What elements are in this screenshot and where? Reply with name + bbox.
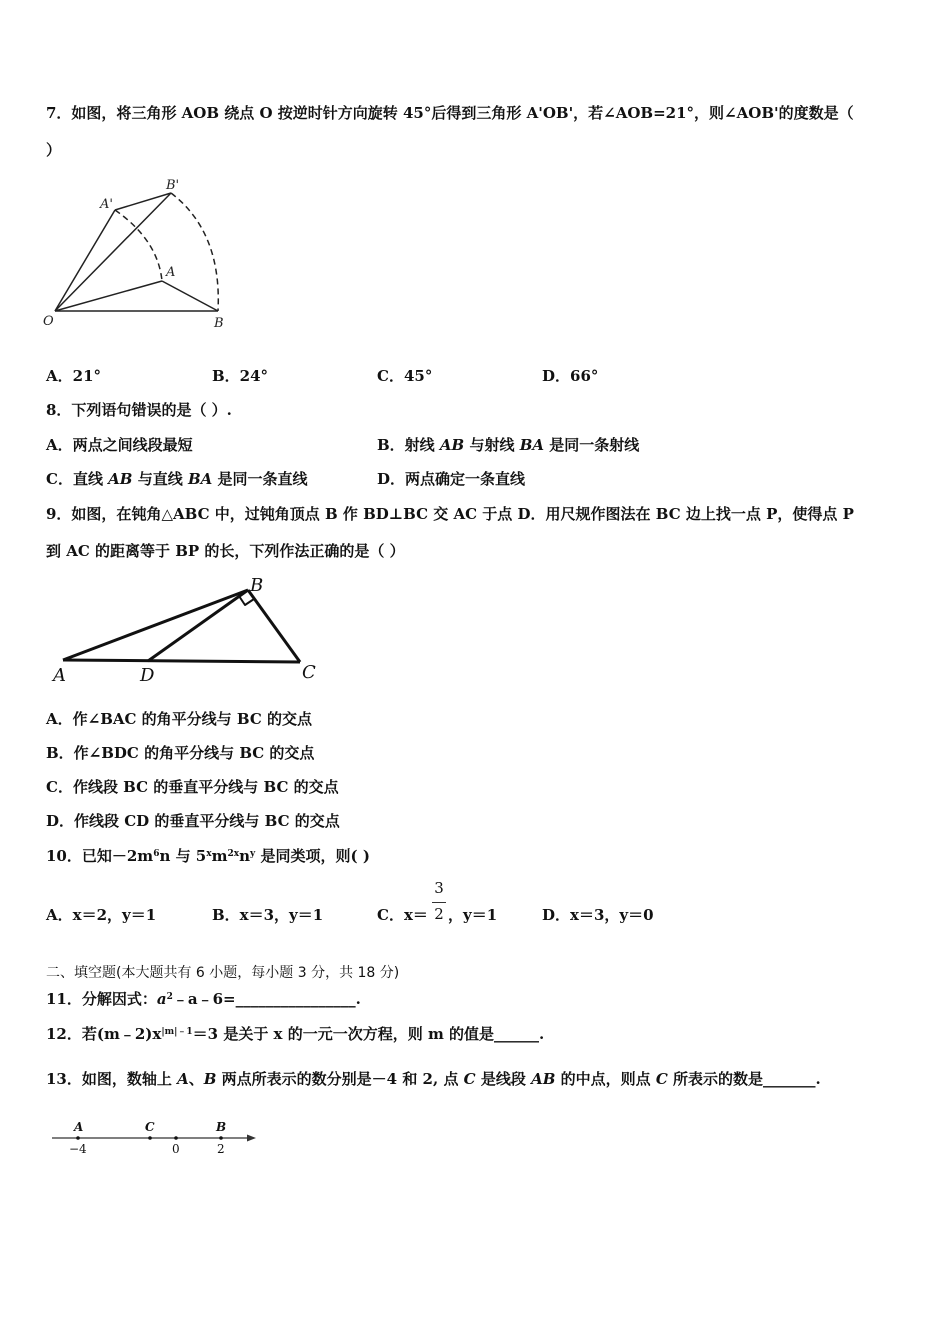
q13-axis-label-a: A [74,1120,84,1134]
q7-label-b: B [214,316,224,331]
q10-option-c-denominator: 2 [434,905,444,923]
q13-axis-tick-minus4: −4 [69,1142,87,1156]
q13-axis-tick-0: 0 [172,1142,180,1156]
q7-option-b: B．24° [212,367,269,385]
q7-option-a: A．21° [46,367,102,385]
q7-text-cont: ） [46,141,62,159]
q9-option-c: C．作线段 BC 的垂直平分线与 BC 的交点 [46,778,339,796]
q10-option-b: B．x＝3，y＝1 [212,906,324,924]
q10-option-c-numerator: 3 [434,879,444,897]
q7-label-b-prime: B' [166,178,180,193]
q9-label-d: D [140,665,155,686]
q9-label-c: C [302,662,316,683]
q10-fraction-bar [432,902,446,903]
q9-text-line2: 到 AC 的距离等于 BP 的长，下列作法正确的是（ ） [46,542,405,560]
q7-label-a-prime: A' [100,197,113,212]
q8-text: 8．下列语句错误的是（ ）. [46,401,232,419]
q11-text: 11．分解因式：$a^2﹣a﹣6=\_\_\_\_\_\_\_\_\_\_\_\_\_\_\_\_$. [46,990,361,1008]
q10-option-c-suffix: ，y＝1 [448,906,498,924]
q8-option-c: C．直线 AB 与直线 BA 是同一条直线 [46,470,308,488]
q13-axis-label-c: C [145,1120,155,1134]
q13-text: 13．如图，数轴上 A、B 两点所表示的数分别是－4 和 2, 点 C 是线段 AB 的中点，则点 C 所表示的数是_______. [46,1070,821,1088]
q7-option-d: D．66° [542,367,599,385]
q8-option-a: A．两点之间线段最短 [46,436,193,454]
q9-option-a: A．作∠BAC 的角平分线与 BC 的交点 [46,710,313,728]
q7-rotation-figure [40,170,240,340]
q9-option-d: D．作线段 CD 的垂直平分线与 BC 的交点 [46,812,340,830]
q13-axis-label-b: B [216,1120,227,1134]
q13-number-line [46,1115,266,1160]
q13-axis-tick-2: 2 [217,1142,225,1156]
q10-text: 10．已知$-2m^6n$ 与 $5^xm^{2x}n^y$ 是同类项，则( ) [46,847,370,865]
q7-option-c: C．45° [377,367,433,385]
q7-label-a: A [166,265,176,280]
q9-label-a: A [53,665,66,686]
q9-option-b: B．作∠BDC 的角平分线与 BC 的交点 [46,744,315,762]
q8-option-b: B．射线 AB 与射线 BA 是同一条射线 [377,436,640,454]
q9-text-line1: 9．如图，在钝角△ABC 中，过钝角顶点 B 作 BD⊥BC 交 AC 于点 D．用尺规作图法在 BC 边上找一点 P，使得点 P [46,505,854,523]
q7-text: 7．如图，将三角形 AOB 绕点 O 按逆时针方向旋转 45°后得到三角形 A'OB'，若∠AOB=21°，则∠AOB'的度数是（ [46,104,854,122]
q9-triangle-figure [48,572,338,687]
section-2-heading: 二、填空题(本大题共有 6 小题，每小题 3 分，共 18 分) [46,965,400,981]
q10-option-d: D．x＝3，y＝0 [542,906,654,924]
q10-option-a: A．x＝2，y＝1 [46,906,157,924]
q7-label-o: O [43,314,54,329]
q10-option-c-prefix: C．x＝ [377,906,428,924]
q12-text: 12．若$(m﹣2)x^{|m|﹣1}=3$ 是关于 x 的一元一次方程，则 m 的值是______. [46,1025,545,1043]
q8-option-d: D．两点确定一条直线 [377,470,526,488]
q9-label-b: B [250,575,264,596]
